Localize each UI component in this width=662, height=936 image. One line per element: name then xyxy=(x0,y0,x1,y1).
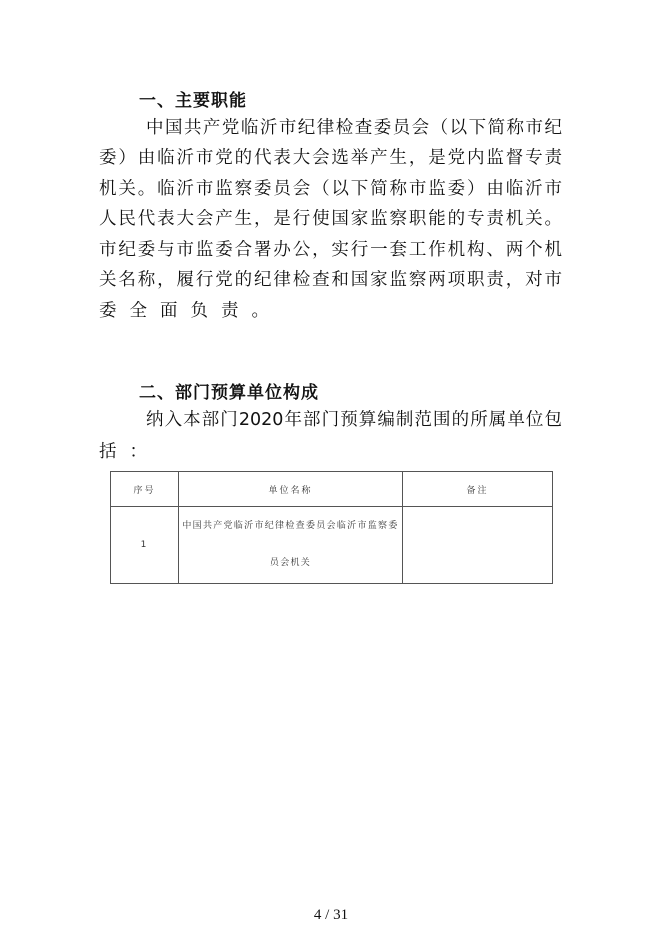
paragraph-line: 人民代表大会产生，是行使国家监察职能的专责机关。 xyxy=(99,209,562,229)
cell-note xyxy=(403,507,553,584)
paragraph-line: 市纪委与市监委合署办公，实行一套工作机构、两个机 xyxy=(99,240,562,260)
cell-index: 1 xyxy=(111,507,179,584)
paragraph-line: 中国共产党临沂市纪律检查委员会（以下简称市纪 xyxy=(146,118,562,138)
paragraph-line: 关名称，履行党的纪律检查和国家监察两项职责，对市 xyxy=(99,270,562,290)
paragraph-line: 委）由临沂市党的代表大会选举产生，是党内监督专责 xyxy=(99,148,562,168)
table-header-row xyxy=(111,472,553,507)
table-row xyxy=(111,507,553,584)
paragraph-line: 括： xyxy=(99,442,160,462)
cell-unit-name xyxy=(179,507,403,584)
paragraph-line: 机关。临沂市监察委员会（以下简称市监委）由临沂市 xyxy=(99,179,562,199)
section-heading-main-functions: 一、主要职能 xyxy=(139,91,247,111)
unit-name-line: 中国共产党临沂市纪律检查委员会临沂市监察委 xyxy=(182,521,399,531)
header-unit-name: 单位名称 xyxy=(179,472,403,507)
unit-name-line: 员会机关 xyxy=(269,558,312,568)
header-index: 序号 xyxy=(111,472,179,507)
budget-units-table xyxy=(110,471,553,584)
paragraph-line: 委全面负责。 xyxy=(99,301,282,321)
paragraph-line: 纳入本部门2020年部门预算编制范围的所属单位包 xyxy=(146,410,562,430)
header-note: 备注 xyxy=(403,472,553,507)
section-heading-budget-units: 二、部门预算单位构成 xyxy=(139,383,319,403)
page-number: 4 / 31 xyxy=(313,907,349,923)
